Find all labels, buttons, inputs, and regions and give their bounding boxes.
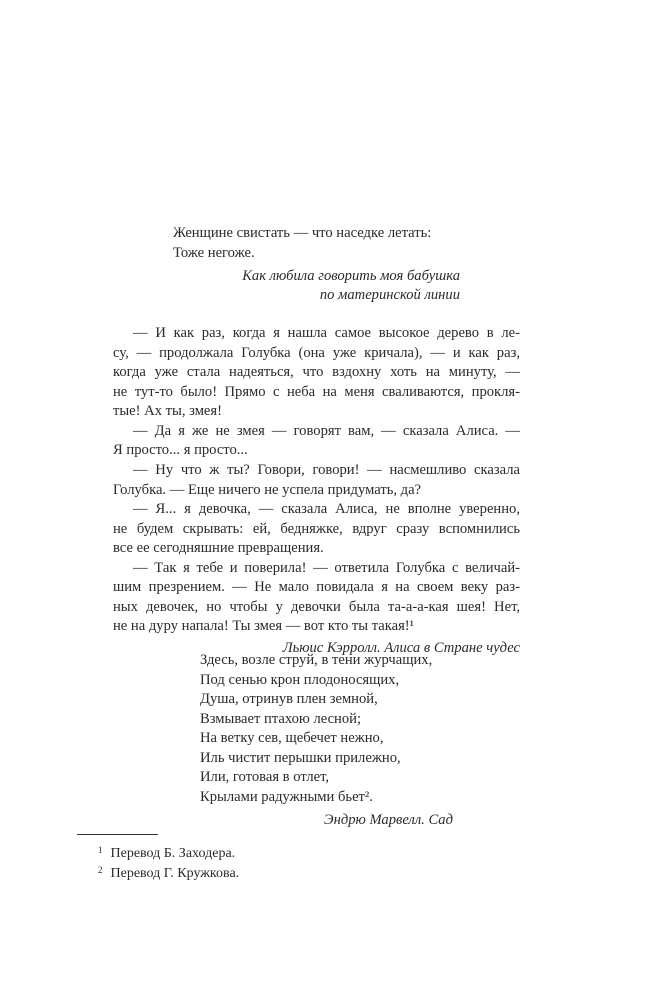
poem-line: Или, готовая в отлет, — [200, 769, 330, 785]
text-line: тые! Ах ты, змея! — [113, 403, 222, 419]
footnote-text: Перевод Г. Кружкова. — [110, 866, 240, 881]
text-line: шим презрением. — Не мало повидала я на своем веку раз- — [113, 579, 520, 595]
poem-line: На ветку сев, щебечет нежно, — [200, 730, 384, 746]
text-line: — Да я же не змея — говорят вам, — сказала Алиса. — — [133, 423, 520, 439]
footnote-text: Перевод Б. Заходера. — [110, 846, 236, 861]
footnote-divider — [77, 834, 158, 835]
poem-line: Здесь, возле струй, в тени журчащих, — [200, 652, 433, 668]
text-line: ных девочек, но чтобы у девочки была та-а-а-кая шея! Нет, — [113, 599, 520, 615]
text-line: Голубка. — Еще ничего не успела придумать, да? — [113, 482, 422, 498]
poem-line: Иль чистит перышки прилежно, — [200, 750, 401, 766]
text-line: — Так я тебе и поверила! — ответила Голубка с величай- — [133, 560, 520, 576]
text-line: не тут-то было! Прямо с неба на меня сваливаются, прокля- — [113, 384, 520, 400]
quote-attribution: Льюис Кэрролл. Алиса в Стране чудес — [282, 640, 520, 656]
epigraph-line: Женщине свистать — что наседке летать: — [173, 225, 432, 241]
poem-attribution: Эндрю Марвелл. Сад — [324, 812, 453, 828]
poem-line: Крылами радужными бьет². — [200, 789, 373, 805]
text-line: все ее сегодняшние превращения. — [113, 540, 324, 556]
poem-line: Взмывает птахою лесной; — [200, 711, 362, 727]
epigraph-line: Тоже негоже. — [173, 245, 255, 261]
text-line: когда уже стала надеяться, что вздохну хоть на минуту, — — [113, 364, 520, 380]
footnote-mark: 2 — [98, 865, 103, 875]
poem-line: Душа, отринув плен земной, — [200, 691, 378, 707]
epigraph-attribution: по материнской линии — [319, 287, 460, 303]
text-line: — Ну что ж ты? Говори, говори! — насмешливо сказала — [133, 462, 520, 478]
poem-line: Под сенью крон плодоносящих, — [200, 672, 400, 688]
text-line: не будем скрывать: ей, бедняжке, вдруг сразу вспомнились — [113, 521, 520, 537]
text-line: — Я... я девочка, — сказала Алиса, не вполне уверенно, — [133, 501, 520, 517]
footnote — [98, 860, 239, 884]
text-line: су, — продолжала Голубка (она уже кричала), — и как раз, — [113, 345, 520, 361]
footnote-mark: 1 — [98, 845, 103, 855]
text-line: Я просто... я просто... — [113, 442, 248, 458]
epigraph-attribution: Как любила говорить моя бабушка — [242, 268, 460, 284]
text-line: не на дуру напала! Ты змея — вот кто ты такая!¹ — [113, 618, 415, 634]
text-line: — И как раз, когда я нашла самое высокое дерево в ле- — [133, 325, 520, 341]
